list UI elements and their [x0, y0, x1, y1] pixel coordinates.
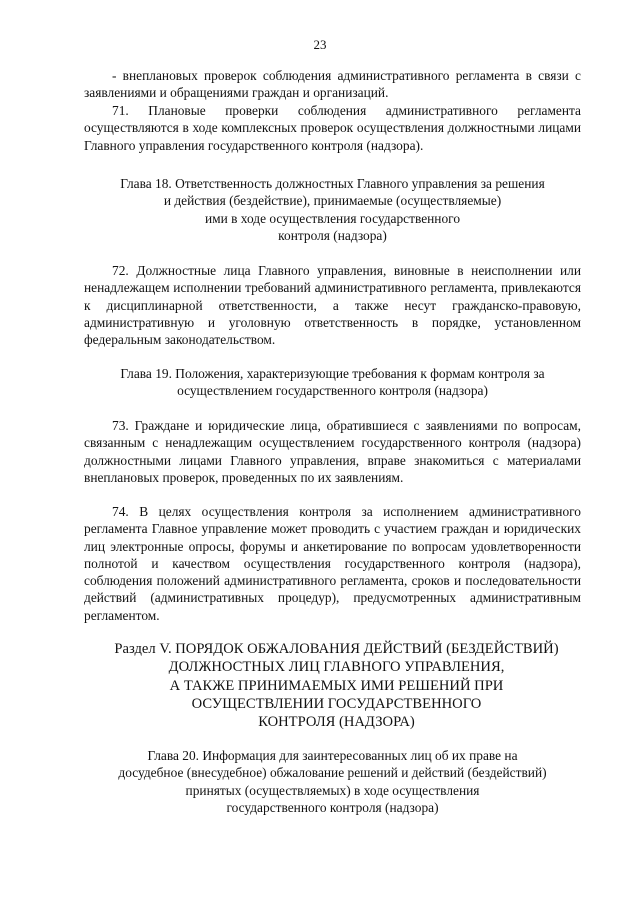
paragraph-73: 73. Граждане и юридические лица, обратившиеся с заявлениями по вопросам, связанным с ненадлежащим осуществлением государственного контроля (надзора) должностными лицами Главного управления, вправе знакомиться с материалами внеплановых проверок, проведенных по их заявлениям.: [84, 418, 581, 485]
paragraph-unplanned-inspections: - внеплановых проверок соблюдения административного регламента в связи с заявлениями и обращениями граждан и организаций.: [84, 68, 581, 101]
chapter-18-heading: Глава 18. Ответственность должностных Главного управления за решения и действия (бездействие), принимаемые (осуществляемые) ими в ходе осуществления государственного контроля (надзора): [120, 176, 545, 243]
chapter-20-heading: Глава 20. Информация для заинтересованных лиц об их праве на досудебное (внесудебное) обжалование решений и действий (бездействий) принятых (осуществляемых) в ходе осуществления государственного контроля (надзора): [118, 748, 547, 815]
chapter-19-heading: Глава 19. Положения, характеризующие требования к формам контроля за осуществлением государственного контроля (надзора): [120, 366, 545, 399]
page-number: 23: [313, 37, 327, 52]
section-5-heading: Раздел V. ПОРЯДОК ОБЖАЛОВАНИЯ ДЕЙСТВИЙ (БЕЗДЕЙСТВИЙ) ДОЛЖНОСТНЫХ ЛИЦ ГЛАВНОГО УПРАВЛЕНИЯ, А ТАКЖЕ ПРИНИМАЕМЫХ ИМИ РЕШЕНИЙ ПРИ ОСУЩЕСТВЛЕНИИ ГОСУДАРСТВЕННОГО КОНТРОЛЯ (НАДЗОРА): [114, 641, 559, 731]
paragraph-71: 71. Плановые проверки соблюдения административного регламента осуществляются в ходе комплексных проверок осуществления должностными лицами Главного управления государственного контроля (надзора).: [84, 103, 581, 153]
paragraph-74: 74. В целях осуществления контроля за исполнением административного регламента Главное управление может проводить с участием граждан и юридических лиц электронные опросы, форумы и анкетирование по вопросам удовлетворенности полнотой и качеством осуществления государственного контроля (надзора), соблюдения положений административного регламента, сроков и последовательности действий (административных процедур), предусмотренных административным регламентом.: [84, 504, 581, 623]
paragraph-72: 72. Должностные лица Главного управления, виновные в неисполнении или ненадлежащем исполнении требований административного регламента, привлекаются к дисциплинарной ответственности, а также несут гражданско-правовую, административную и уголовную ответственность в порядке, установленном федеральным законодательством.: [84, 263, 581, 348]
